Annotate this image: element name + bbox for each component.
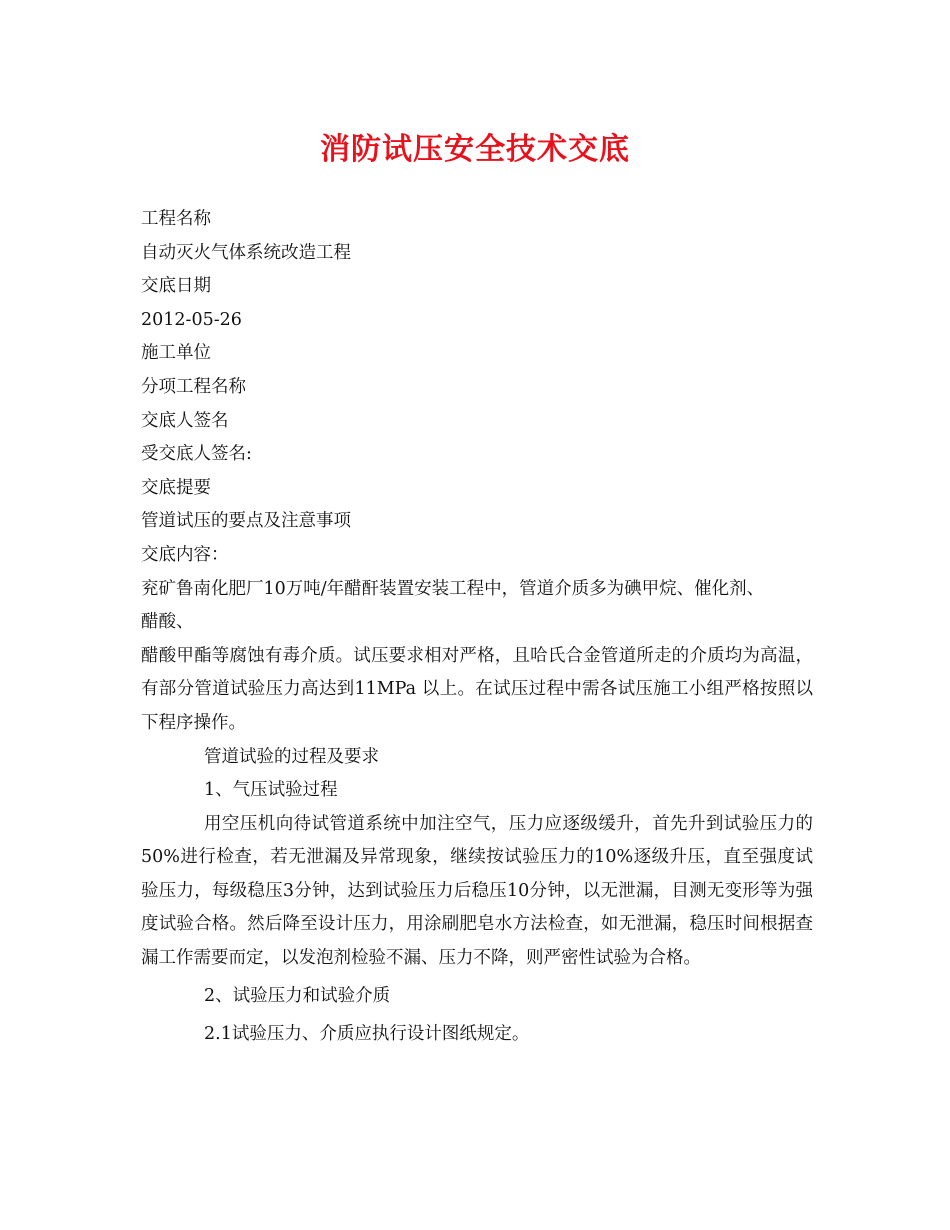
field-recipient-signature-label: 受交底人签名: [141,444,252,465]
section-title: 管道试验的过程及要求 [204,746,379,767]
field-project-name-value: 自动灭火气体系统改造工程 [141,242,351,263]
field-project-name-label: 工程名称 [141,209,211,229]
field-content-label: 交底内容： [141,544,229,565]
document-title: 消防试压安全技术交底 [320,132,630,167]
intro-line-2: 醋酸、 [141,612,194,633]
field-date-value: 2012-05-26 [141,309,242,330]
field-construction-unit-label: 施工单位 [141,343,211,364]
paragraph-1: 用空压机向待试管道系统中加注空气，压力应逐级缓升，首先升到试验压力的50%进行检查，若无泄漏及异常现象，继续按试验压力的10%逐级升压，直至强度试验压力，每级稳压3分钟，达到试验压力后稳压10分钟，以无泄漏，目测无变形等为强度试验合格。然后降至设计压力，用涂刷肥皂水方法检查，如无泄漏，稳压时间根据查漏工作需要而定，以发泡剂检验不漏、压力不降，则严密性试验为合格。 [141,813,813,969]
intro-line-1: 兖矿鲁南化肥厂10万吨/年醋酐装置安装工程中，管道介质多为碘甲烷、催化剂、 [141,578,765,599]
field-summary-value: 管道试压的要点及注意事项 [141,511,351,532]
field-summary-label: 交底提要 [141,477,211,498]
document-body [141,203,813,1052]
item-2-1: 2.1试验压力、介质应执行设计图纸规定。 [204,1024,530,1045]
field-discloser-signature-label: 交底人签名 [141,410,229,431]
subsection-2-title: 2、试验压力和试验介质 [204,986,391,1007]
field-date-label: 交底日期 [141,276,211,297]
intro-paragraph: 醋酸甲酯等腐蚀有毒介质。试压要求相对严格，且哈氏合金管道所走的介质均为高温，有部分管道试验压力高达到11MPa 以上。在试压过程中需各试压施工小组严格按照以下程序操作。 [141,645,813,733]
field-sub-project-label: 分项工程名称 [141,376,246,397]
subsection-1-title: 1、气压试验过程 [204,780,338,801]
